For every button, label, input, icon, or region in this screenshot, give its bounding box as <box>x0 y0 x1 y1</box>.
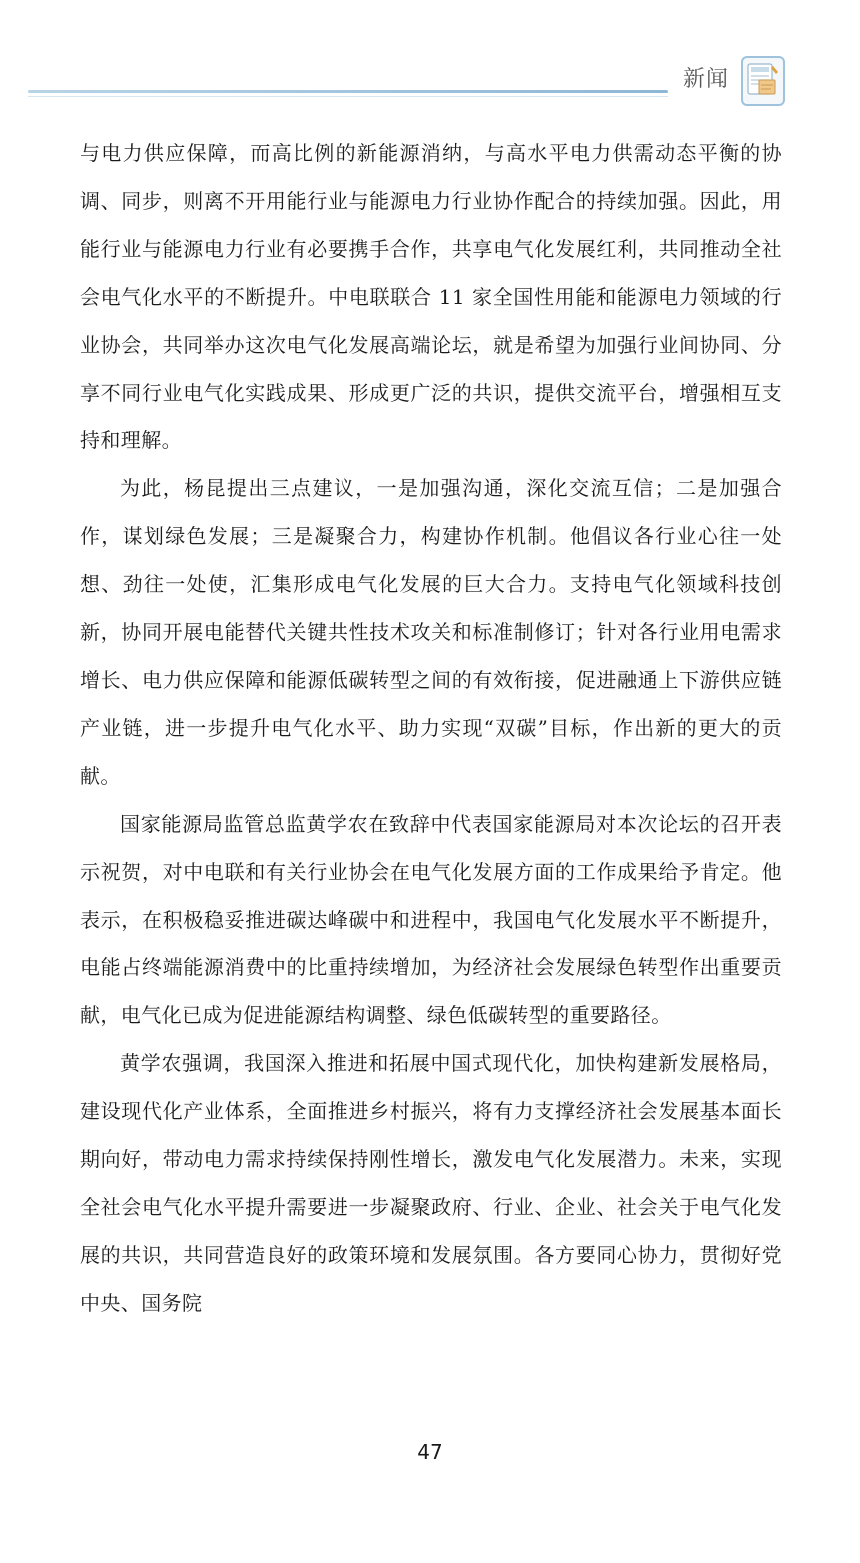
paragraph-2: 为此，杨昆提出三点建议，一是加强沟通，深化交流互信；二是加强合作，谋划绿色发展；三是凝聚合力，构建协作机制。他倡议各行业心往一处想、劲往一处使，汇集形成电气化发展的巨大合力。支持电气化领域科技创新，协同开展电能替代关键共性技术攻关和标准制修订；针对各行业用电需求增长、电力供应保障和能源低碳转型之间的有效衔接，促进融通上下游供应链产业链，进一步提升电气化水平、助力实现“双碳”目标，作出新的更大的贡献。 <box>80 476 782 788</box>
paragraph-1: 与电力供应保障，而高比例的新能源消纳，与高水平电力供需动态平衡的协调、同步，则离不开用能行业与能源电力行业协作配合的持续加强。因此，用能行业与能源电力行业有必要携手合作，共享电气化发展红利，共同推动全社会电气化水平的不断提升。中电联联合 11 家全国性用能和能源电力领域的行业协会，共同举办这次电气化发展高端论坛，就是希望为加强行业间协同、分享不同行业电气化实践成果、形成更广泛的共识，提供交流平台，增强相互支持和理解。 <box>80 141 782 453</box>
header-rule <box>28 90 668 93</box>
article-body <box>80 130 782 1328</box>
header-rule-thin <box>28 96 668 97</box>
paragraph-4: 黄学农强调，我国深入推进和拓展中国式现代化，加快构建新发展格局，建设现代化产业体系，全面推进乡村振兴，将有力支撑经济社会发展基本面长期向好，带动电力需求持续保持刚性增长，激发电气化发展潜力。未来，实现全社会电气化水平提升需要进一步凝聚政府、行业、企业、社会关于电气化发展的共识，共同营造良好的政策环境和发展氛围。各方要同心协力，贯彻好党中央、国务院 <box>80 1051 782 1315</box>
paragraph-3: 国家能源局监管总监黄学农在致辞中代表国家能源局对本次论坛的召开表示祝贺，对中电联和有关行业协会在电气化发展方面的工作成果给予肯定。他表示，在积极稳妥推进碳达峰碳中和进程中，我国电气化发展水平不断提升，电能占终端能源消费中的比重持续增加，为经济社会发展绿色转型作出重要贡献，电气化已成为促进能源结构调整、绿色低碳转型的重要路径。 <box>80 811 782 1028</box>
news-icon <box>741 56 785 106</box>
page-number: 47 <box>417 1440 443 1464</box>
section-label: 新闻 <box>683 67 730 92</box>
